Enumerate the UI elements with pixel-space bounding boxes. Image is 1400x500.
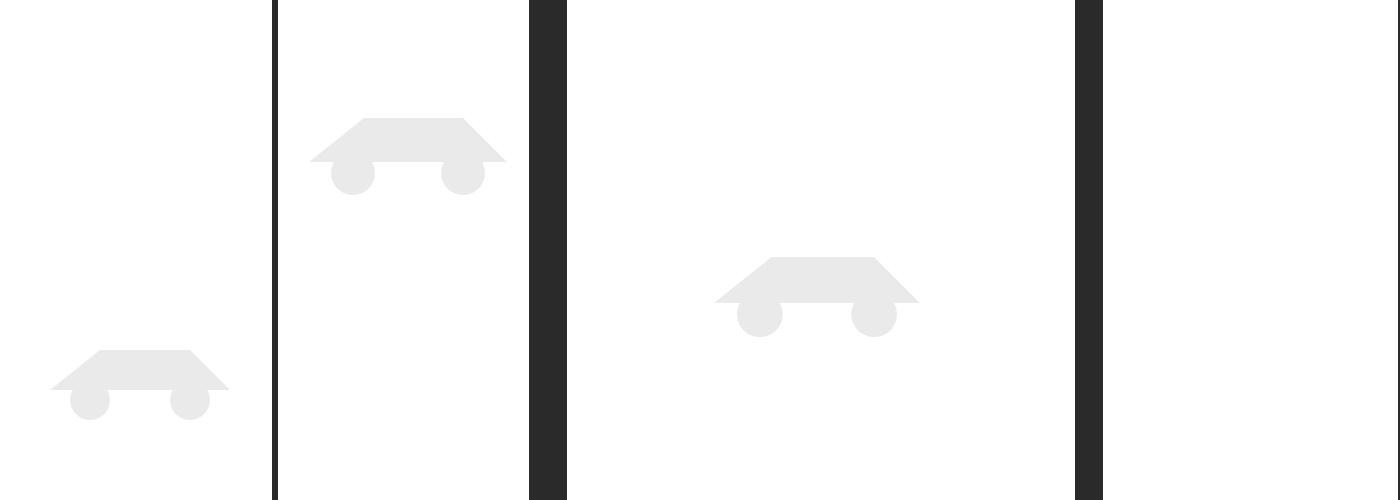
race-car-watermark-icon [298,60,518,220]
race-car-watermark-icon [687,200,947,360]
menu-page-appetizers-sandwiches-burgers [567,0,1075,500]
menu-page-seafood-senior-kids [278,0,529,500]
menu-overview-thumbnail [1103,0,1398,500]
race-car-watermark-icon [40,300,240,440]
menu-page-steaks-sides-salads [0,0,272,500]
